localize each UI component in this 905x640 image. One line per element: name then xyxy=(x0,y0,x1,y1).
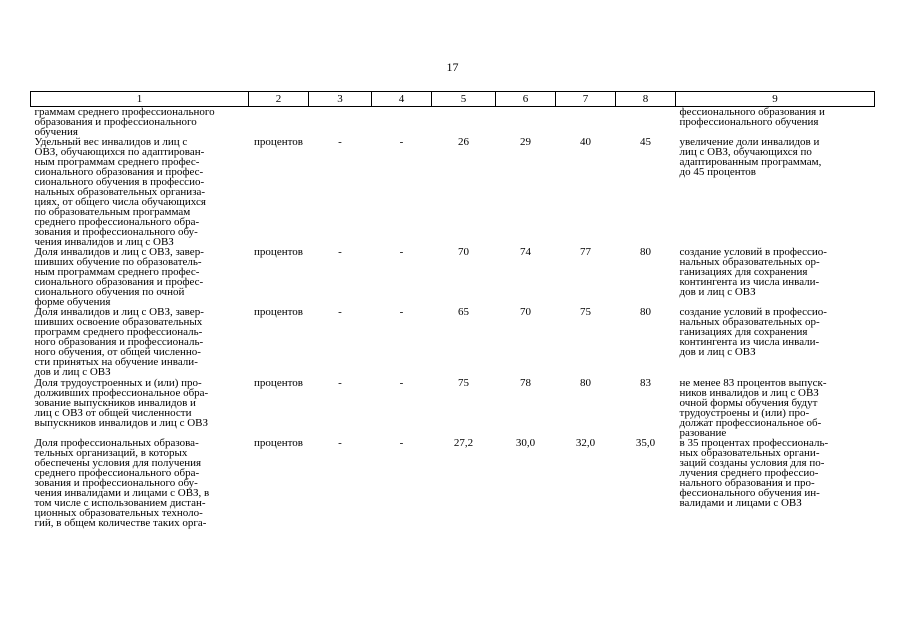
value-cell: - xyxy=(338,437,342,449)
unit-cell: процентов xyxy=(254,437,303,449)
value-cell: 30,0 xyxy=(515,437,536,449)
column-header: 3 xyxy=(309,92,372,107)
value-cell: 70 xyxy=(458,246,469,258)
unit-cell: процентов xyxy=(254,246,303,258)
value-cell: 75 xyxy=(458,377,469,389)
table-row xyxy=(31,438,875,534)
result-cell: не менее 83 процентов выпуск- ников инвалидов и лиц с ОВЗ очной формы обучения будут трудоустроены и (или) про- должат профессиональное об- разование xyxy=(679,377,827,439)
value-cell: 65 xyxy=(458,306,469,318)
value-cell: 77 xyxy=(580,246,591,258)
indicator-cell: Доля профессиональных образова- тельных организаций, в которых обеспечены условия для получения среднего профессионального обра- зования и профессионального обу- чения инвалидами и лицами с ОВЗ, в том числе с использованием дистан- ционных образовательных техноло- гий, в общем количестве таких орга- xyxy=(34,437,210,529)
value-cell: 45 xyxy=(640,136,651,148)
value-cell: 75 xyxy=(580,306,591,318)
indicator-cell: граммам среднего профессионального образования и профессионального обучения xyxy=(34,106,215,138)
table-row xyxy=(31,247,875,307)
value-cell xyxy=(432,107,496,138)
indicators-table xyxy=(30,91,875,534)
column-header: 2 xyxy=(249,92,309,107)
table-row xyxy=(31,137,875,247)
table-row xyxy=(31,107,875,138)
result-cell: создание условий в профессио- нальных образовательных ор- ганизациях для сохранения контингента из числа инвали- дов и лиц с ОВЗ xyxy=(679,246,827,298)
value-cell: 74 xyxy=(520,246,531,258)
value-cell: - xyxy=(338,306,342,318)
value-cell: 32,0 xyxy=(575,437,596,449)
value-cell xyxy=(372,107,432,138)
result-cell: увеличение доли инвалидов и лиц с ОВЗ, обучающихся по адаптированным программам, до 45 процентов xyxy=(679,136,822,178)
value-cell: 83 xyxy=(640,377,651,389)
value-cell: 27,2 xyxy=(453,437,474,449)
value-cell: - xyxy=(338,246,342,258)
value-cell: 35,0 xyxy=(635,437,656,449)
column-header: 6 xyxy=(496,92,556,107)
column-header: 9 xyxy=(676,92,875,107)
value-cell: - xyxy=(399,306,404,318)
value-cell: 70 xyxy=(520,306,531,318)
value-cell: - xyxy=(338,377,342,389)
indicator-cell: Доля инвалидов и лиц с ОВЗ, завер- шивших освоение образовательных программ среднего профессиональ- ного образования и профессиональ- ного обучения, от общей численно- сти принятых на обучение инвали- дов и лиц с ОВЗ xyxy=(34,306,204,378)
unit-cell: процентов xyxy=(254,136,303,148)
value-cell xyxy=(616,107,676,138)
column-header: 1 xyxy=(31,92,249,107)
column-header: 4 xyxy=(372,92,432,107)
value-cell: 80 xyxy=(640,246,651,258)
indicator-cell: Доля инвалидов и лиц с ОВЗ, завер- шивших обучение по образователь- ным программам среднего профес- сионального образования и профес- сионального обучения по очной форме обучения xyxy=(34,246,204,308)
table-row xyxy=(31,307,875,378)
unit-cell xyxy=(249,107,309,138)
column-header: 8 xyxy=(616,92,676,107)
value-cell: 40 xyxy=(580,136,591,148)
value-cell: - xyxy=(399,246,404,258)
value-cell: 80 xyxy=(580,377,591,389)
value-cell xyxy=(496,107,556,138)
indicator-cell: Доля трудоустроенных и (или) про- долживших профессиональное обра- зование выпускников инвалидов и лиц с ОВЗ от общей численности выпускников инвалидов и лиц с ОВЗ xyxy=(34,377,209,429)
table-header-row xyxy=(31,92,875,107)
column-header: 5 xyxy=(432,92,496,107)
value-cell: 26 xyxy=(458,136,469,148)
value-cell: - xyxy=(338,136,342,148)
result-cell: в 35 процентах профессиональ- ных образовательных органи- заций созданы условия для по- лучения среднего профессио- нального образования и про- фессионального обучения ин- валидами и лицами с ОВЗ xyxy=(679,437,829,509)
value-cell: - xyxy=(399,377,404,389)
value-cell: 29 xyxy=(520,136,531,148)
indicator-cell: Удельный вес инвалидов и лиц с ОВЗ, обучающихся по адаптирован- ным программам среднего профес- сионального образования и профес- сионального обучения в профессио- нальных образовательных организа- циях, от общего числа обучающихся по образовательным программам среднего профессионального обра- зования и профессионального обу- чения инвалидов и лиц с ОВЗ xyxy=(34,136,206,248)
value-cell: 78 xyxy=(520,377,531,389)
unit-cell: процентов xyxy=(254,377,303,389)
result-cell: фессионального образования и профессионального обучения xyxy=(679,106,825,128)
result-cell: создание условий в профессио- нальных образовательных ор- ганизациях для сохранения контингента из числа инвали- дов и лиц с ОВЗ xyxy=(679,306,827,358)
value-cell: - xyxy=(399,437,404,449)
unit-cell: процентов xyxy=(254,306,303,318)
table-row xyxy=(31,378,875,438)
column-header: 7 xyxy=(556,92,616,107)
value-cell: - xyxy=(399,136,404,148)
page-number: 17 xyxy=(446,60,459,74)
value-cell xyxy=(556,107,616,138)
value-cell xyxy=(309,107,372,138)
value-cell: 80 xyxy=(640,306,651,318)
